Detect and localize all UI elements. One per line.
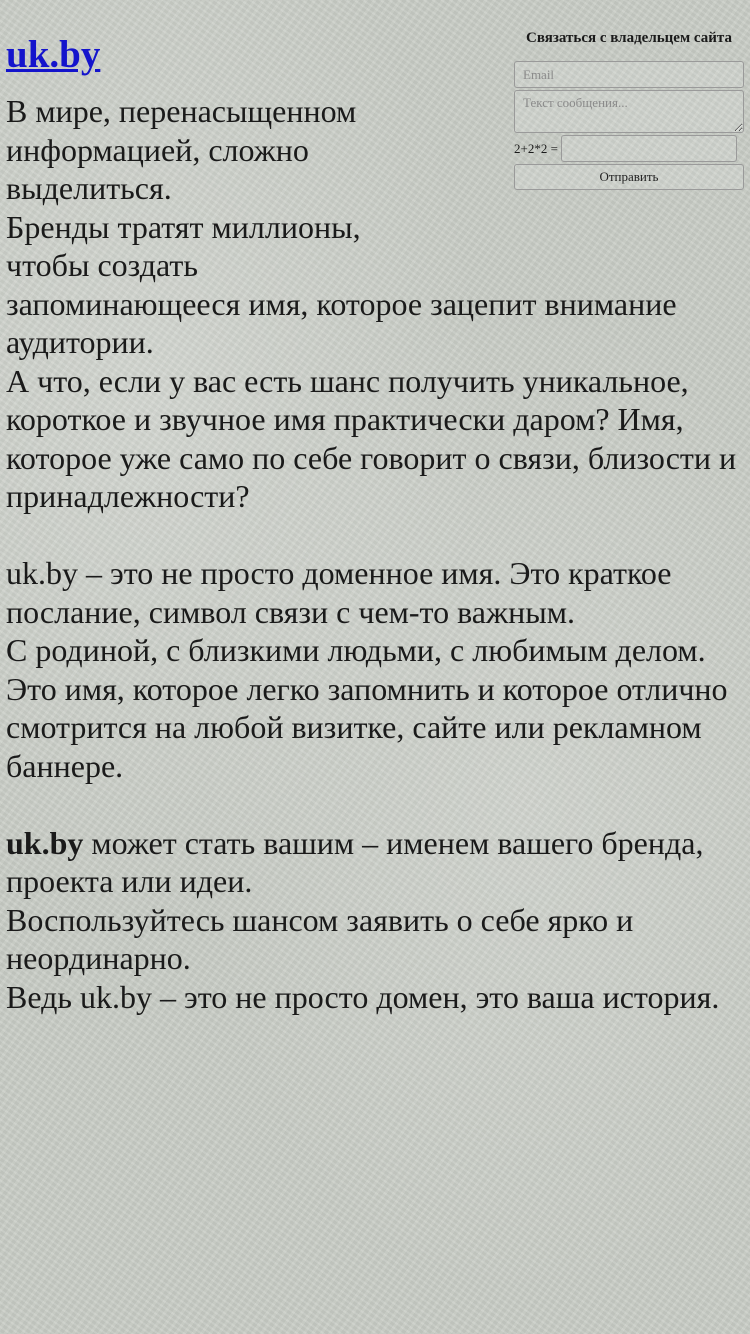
- captcha-label: 2+2*2 =: [514, 140, 558, 156]
- content-paragraph-lead: [6, 824, 746, 901]
- content-paragraph: Ведь uk.by – это не просто домен, это ваша история.: [6, 978, 720, 1015]
- content-paragraph: Это имя, которое легко запомнить и которое отлично смотрится на любой визитке, сайте или рекламном баннере.: [6, 670, 728, 784]
- page-title: [6, 32, 100, 78]
- lead-text: может стать вашим – именем вашего бренда, проекта или идеи.: [6, 824, 704, 899]
- main-content: [6, 92, 746, 1016]
- content-paragraph: Воспользуйтесь шансом заявить о себе ярко и неординарно.: [6, 901, 634, 976]
- content-paragraph: uk.by – это не просто доменное имя. Это краткое послание, символ связи с чем-то важным.: [6, 555, 672, 630]
- email-field[interactable]: [514, 61, 744, 88]
- domain-name-bold: uk.by: [6, 824, 84, 861]
- paragraph-spacer: [6, 785, 746, 824]
- paragraph-spacer: [6, 516, 746, 555]
- content-paragraph: В мире, перенасыщенном информацией, сложно выделиться.: [6, 93, 357, 206]
- site-title-link[interactable]: uk.by: [6, 33, 101, 76]
- form-clearance: [406, 92, 746, 252]
- content-paragraph: Бренды тратят миллионы, чтобы создать запоминающееся имя, которое зацепит внимание аудитории.: [6, 208, 677, 360]
- content-paragraph: А что, если у вас есть шанс получить уникальное, короткое и звучное имя практически даром? Имя, которое уже само по себе говорит о связи, близости и принадлежности?: [6, 362, 737, 514]
- contact-form-title: Связаться с владельцем сайта: [526, 30, 732, 46]
- send-button[interactable]: Отправить: [514, 164, 744, 190]
- content-paragraph: С родиной, с близкими людьми, с любимым делом.: [6, 632, 706, 668]
